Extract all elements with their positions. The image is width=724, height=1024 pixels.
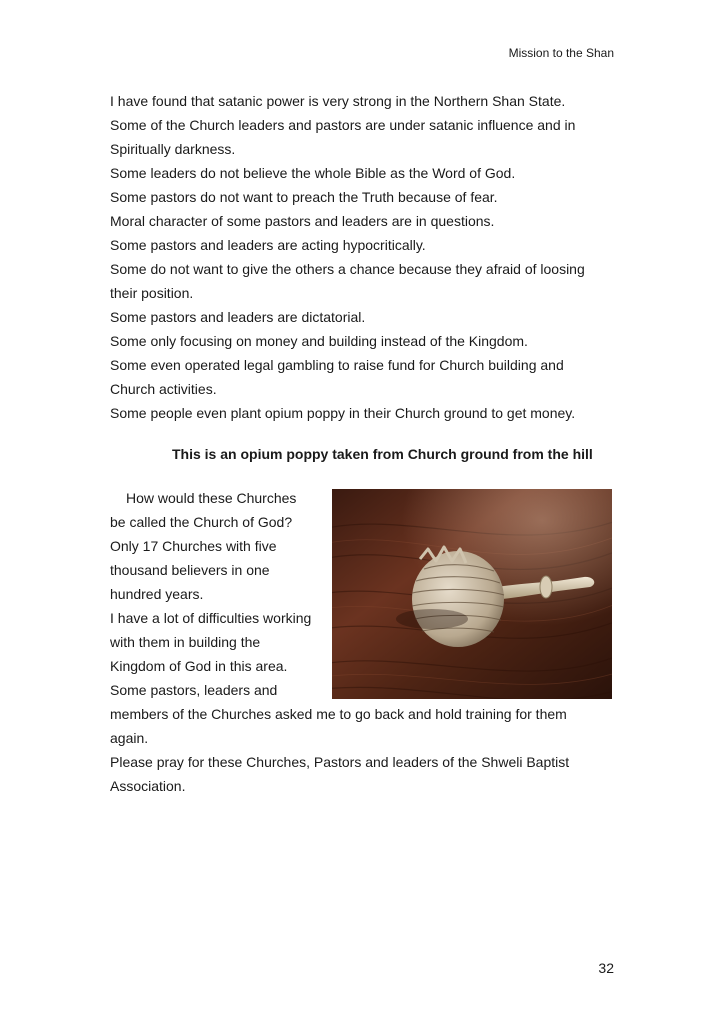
paragraph-line: their position. xyxy=(110,285,194,301)
wrapped-line: Some pastors, leaders and xyxy=(110,682,278,698)
paragraph-line: Some of the Church leaders and pastors are under satanic influence and in xyxy=(110,117,576,133)
paragraph-line: Some leaders do not believe the whole Bible as the Word of God. xyxy=(110,165,516,181)
closing-line: again. xyxy=(110,730,149,746)
paragraph-line: I have found that satanic power is very strong in the Northern Shan State. xyxy=(110,93,566,109)
wrapped-line: be called the Church of God? xyxy=(110,514,293,530)
closing-line: members of the Churches asked me to go back and hold training for them xyxy=(110,706,567,722)
main-paragraph xyxy=(110,89,615,425)
paragraph-line: Moral character of some pastors and leaders are in questions. xyxy=(110,213,495,229)
paragraph-line: Some pastors and leaders are dictatorial. xyxy=(110,309,366,325)
running-header: Mission to the Shan xyxy=(508,46,614,60)
paragraph-line: Some even operated legal gambling to raise fund for Church building and xyxy=(110,357,564,373)
page-number: 32 xyxy=(598,960,614,976)
wrapped-paragraph xyxy=(110,486,330,702)
paragraph-line: Some pastors and leaders are acting hypocritically. xyxy=(110,237,426,253)
wrapped-line: I have a lot of difficulties working xyxy=(110,610,312,626)
paragraph-line: Some do not want to give the others a chance because they afraid of loosing xyxy=(110,261,585,277)
closing-line: Please pray for these Churches, Pastors and leaders of the Shweli Baptist xyxy=(110,754,570,770)
closing-paragraph xyxy=(110,702,615,798)
wrapped-line: thousand believers in one xyxy=(110,562,270,578)
paragraph-line: Some pastors do not want to preach the Truth because of fear. xyxy=(110,189,498,205)
wrapped-line: Only 17 Churches with five xyxy=(110,538,277,554)
opium-poppy-photo xyxy=(332,489,612,699)
photo-caption: This is an opium poppy taken from Church ground from the hill xyxy=(172,446,593,462)
closing-line: Association. xyxy=(110,778,186,794)
wrapped-line: Kingdom of God in this area. xyxy=(110,658,288,674)
paragraph-line: Spiritually darkness. xyxy=(110,141,236,157)
wrapped-line: How would these Churches xyxy=(126,490,297,506)
paragraph-line: Some people even plant opium poppy in their Church ground to get money. xyxy=(110,405,576,421)
paragraph-line: Some only focusing on money and building instead of the Kingdom. xyxy=(110,333,528,349)
wrapped-line: hundred years. xyxy=(110,586,204,602)
paragraph-line: Church activities. xyxy=(110,381,217,397)
wrapped-line: with them in building the xyxy=(110,634,261,650)
